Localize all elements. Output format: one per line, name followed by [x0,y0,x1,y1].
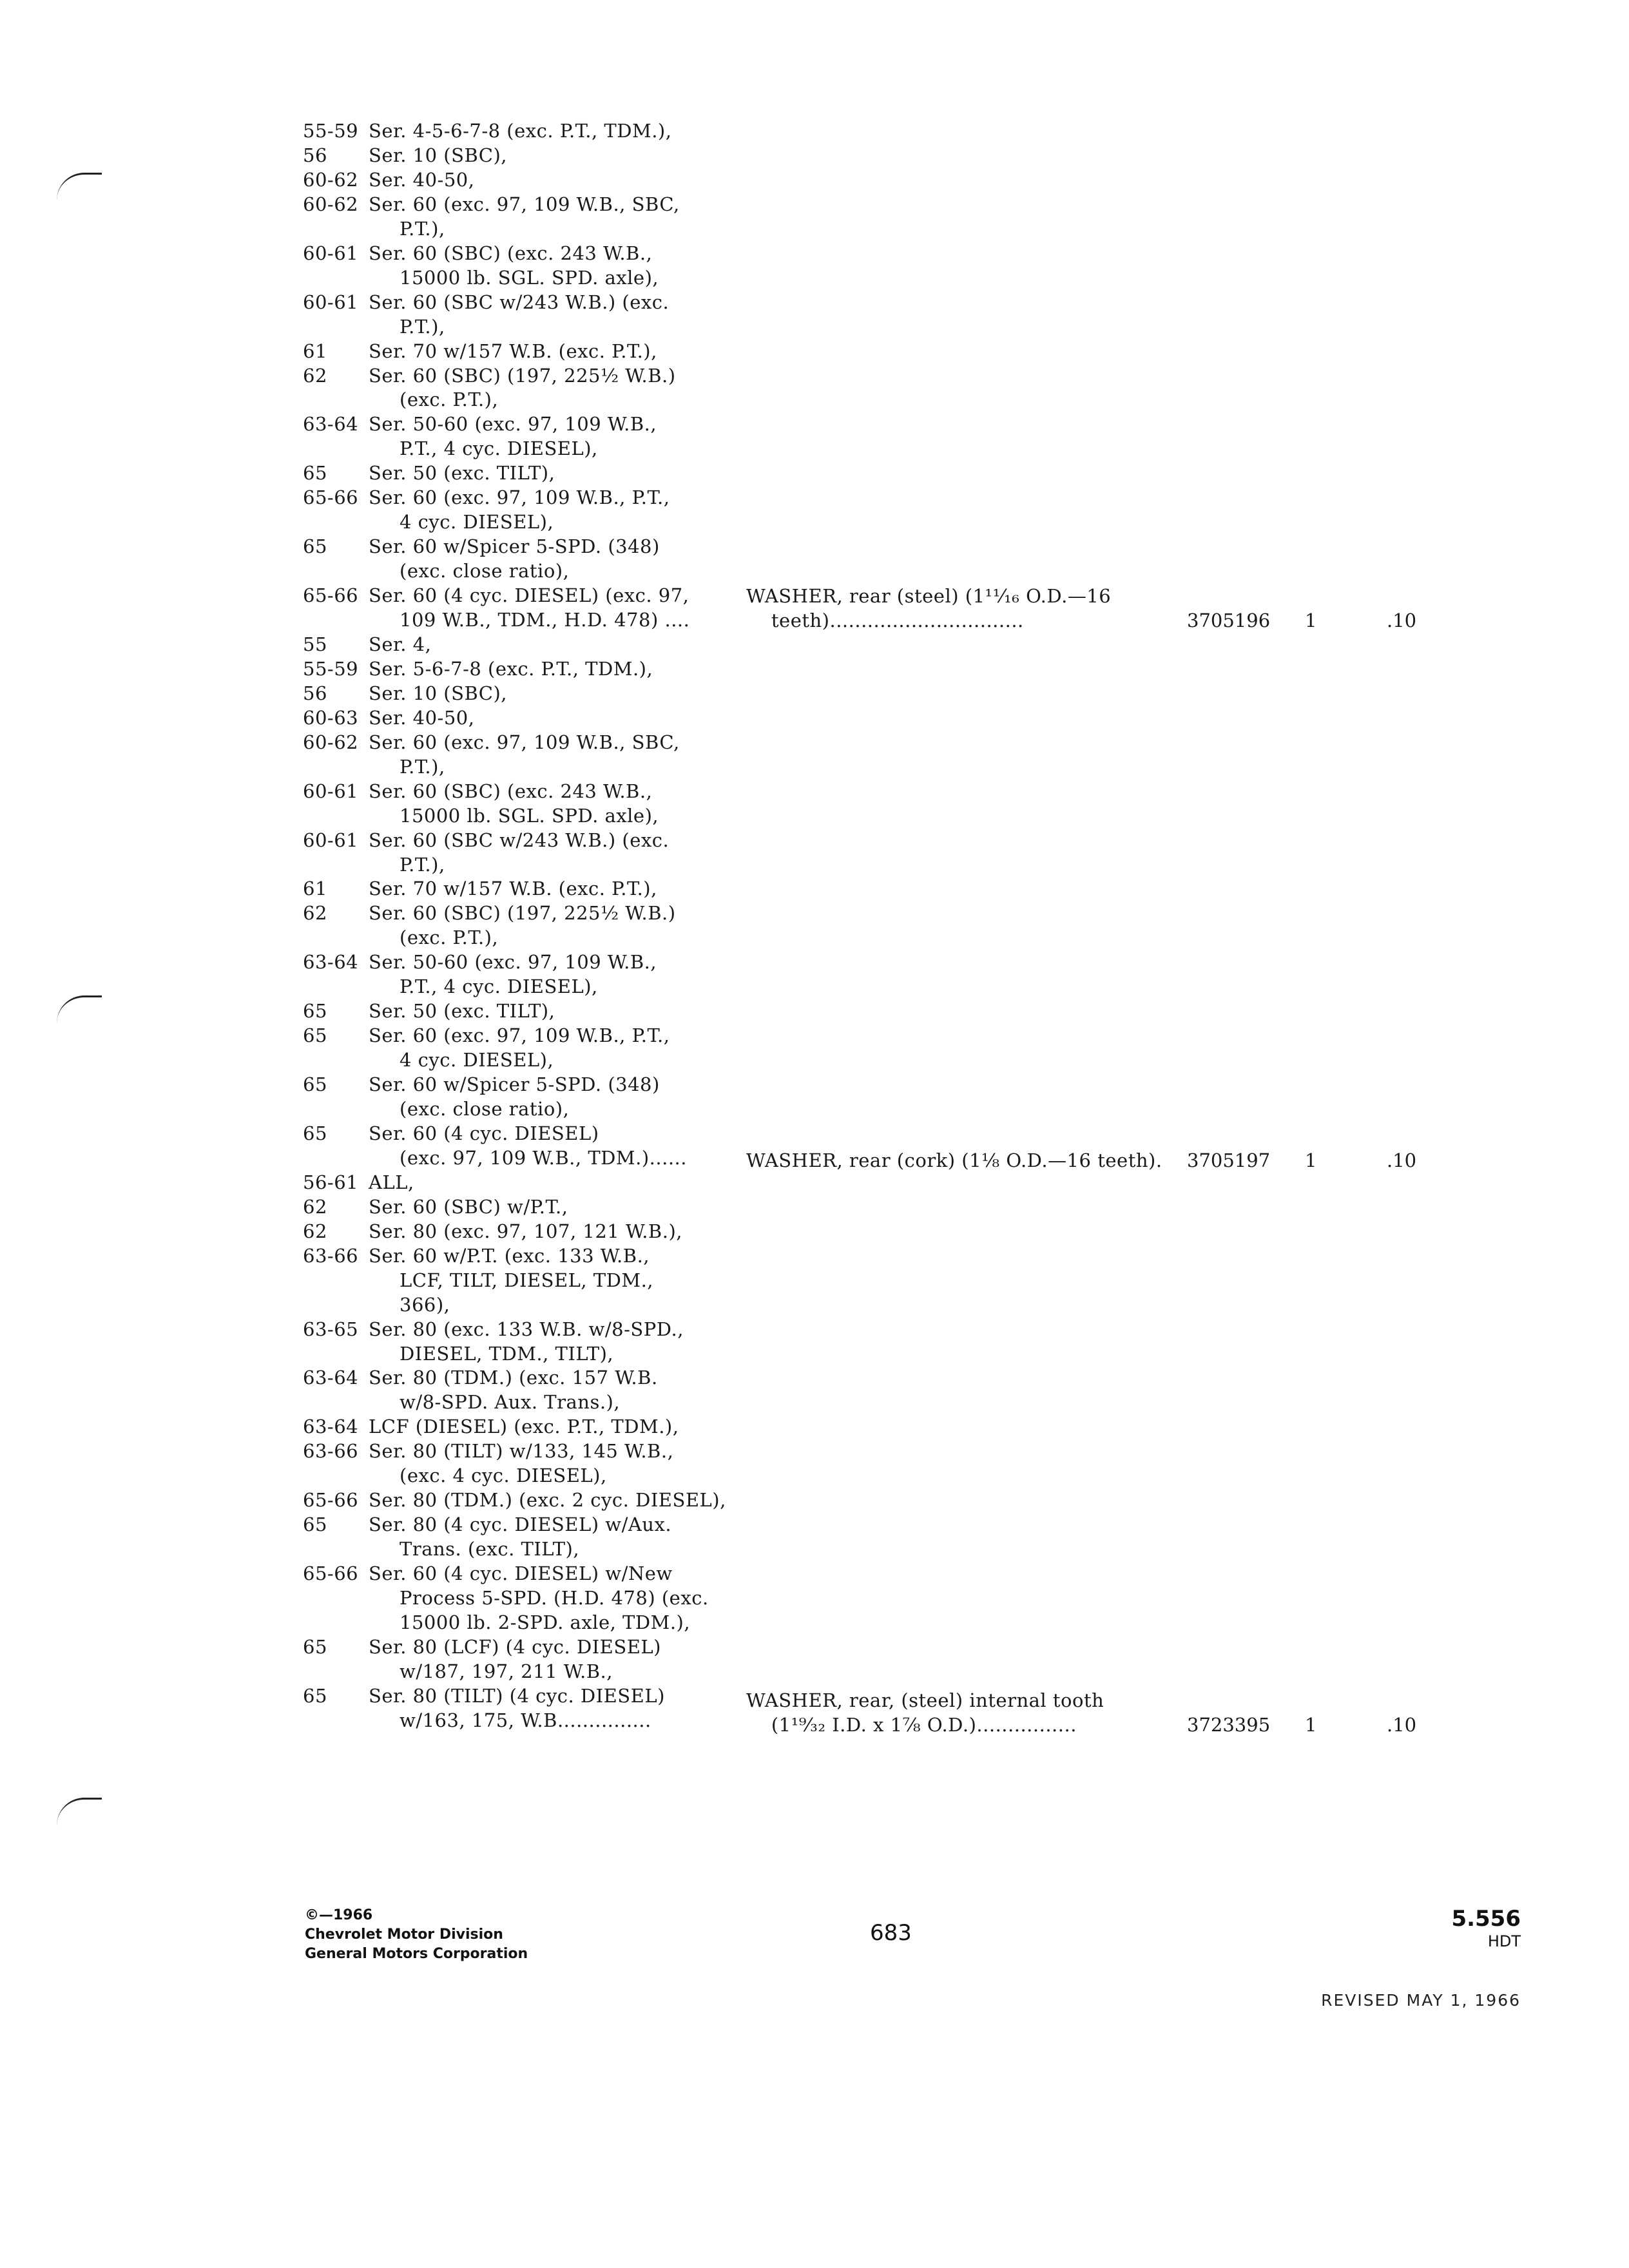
part-description: WASHER, rear (steel) (1¹¹⁄₁₆ O.D.—16 [746,585,1112,607]
model-years: 55 [303,633,327,655]
model-years: 56 [303,682,327,704]
application-text: Ser. 50 (exc. TILT), [369,1000,555,1022]
application-text: Ser. 60 w/Spicer 5-SPD. (348) [369,535,660,557]
application-line [303,632,431,657]
model-years: 63-64 [303,1416,359,1437]
application-line [303,1586,709,1610]
application-line [303,1635,661,1659]
application-line [303,241,652,265]
application-text: P.T., 4 cyc. DIESEL), [400,437,598,459]
application-text: Ser. 60 (SBC) (exc. 243 W.B., [369,242,653,264]
application-text: Ser. 60 (exc. 97, 109 W.B., P.T., [369,486,670,508]
application-line [303,339,657,363]
part-description-cont: teeth)............................... [746,610,1024,631]
application-text: Ser. 50-60 (exc. 97, 109 W.B., [369,951,657,973]
application-line [303,1072,660,1097]
application-line [303,1317,684,1341]
application-text: 15000 lb. 2-SPD. axle, TDM.), [400,1611,691,1633]
model-years: 55-59 [303,658,359,680]
application-text: Ser. 60 (exc. 97, 109 W.B., SBC, [369,731,680,753]
application-text: 4 cyc. DIESEL), [400,1049,554,1071]
application-text: Ser. 4-5-6-7-8 (exc. P.T., TDM.), [369,120,672,142]
part-description: WASHER, rear (cork) (1⅛ O.D.—16 teeth). [746,1149,1162,1171]
application-text: Ser. 80 (LCF) (4 cyc. DIESEL) [369,1636,661,1658]
model-years: 60-61 [303,829,359,851]
model-years: 61 [303,878,327,899]
application-text: 366), [400,1294,450,1316]
application-text: Ser. 70 w/157 W.B. (exc. P.T.), [369,878,657,899]
application-line [303,1684,665,1708]
application-line [303,730,680,754]
model-years: 63-65 [303,1318,359,1340]
application-line [303,1097,569,1121]
application-text: Ser. 60 (SBC) (197, 225½ W.B.) [369,365,676,387]
model-years: 63-64 [303,951,359,973]
binder-hole-mark [57,995,102,1023]
application-text: Ser. 60 w/Spicer 5-SPD. (348) [369,1073,660,1095]
application-text: P.T.), [400,756,445,778]
application-line [303,1463,607,1488]
application-text: 109 W.B., TDM., H.D. 478) .... [400,609,690,631]
application-text: 15000 lb. SGL. SPD. axle), [400,267,659,289]
model-years: 63-64 [303,413,359,435]
application-line [303,1293,450,1317]
application-line [303,1610,690,1635]
section-block [1451,1906,1521,1951]
model-years: 60-62 [303,169,359,191]
part-price: .10 [1387,1714,1417,1736]
application-line [303,974,598,999]
model-years: 63-66 [303,1440,359,1462]
model-years: 60-61 [303,780,359,802]
application-text: Ser. 10 (SBC), [369,682,508,704]
section-sub: HDT [1487,1932,1521,1950]
model-years: 65 [303,1024,327,1046]
application-text: w/163, 175, W.B............... [400,1709,651,1731]
application-text: Ser. 80 (4 cyc. DIESEL) w/Aux. [369,1514,672,1535]
application-line [303,1195,568,1219]
application-line [303,265,659,290]
application-text: LCF (DIESEL) (exc. P.T., TDM.), [369,1416,679,1437]
application-line [303,657,653,681]
application-line [303,119,671,143]
application-text: Ser. 50 (exc. TILT), [369,462,555,484]
application-text: Ser. 60 (SBC w/243 W.B.) (exc. [369,829,670,851]
application-line [303,1512,671,1537]
part-price: .10 [1387,610,1417,631]
application-text: Ser. 5-6-7-8 (exc. P.T., TDM.), [369,658,653,680]
part-description-cont: (1¹⁹⁄₃₂ I.D. x 1⅞ O.D.)................ [746,1714,1077,1736]
application-text: Ser. 50-60 (exc. 97, 109 W.B., [369,413,657,435]
model-years: 65-66 [303,1562,359,1584]
application-line [303,1659,613,1684]
application-text: 15000 lb. SGL. SPD. axle), [400,805,659,827]
application-line [303,1121,599,1146]
application-text: Process 5-SPD. (H.D. 478) (exc. [400,1587,709,1609]
application-text: Ser. 60 (exc. 97, 109 W.B., SBC, [369,193,680,215]
application-line [303,1708,651,1733]
application-line [303,1268,653,1293]
application-text: Ser. 60 (SBC) w/P.T., [369,1196,568,1218]
application-line [303,1439,673,1463]
application-line [303,1219,682,1244]
model-years: 62 [303,1220,327,1242]
model-years: 65-66 [303,584,359,606]
application-text: Ser. 60 (4 cyc. DIESEL) w/New [369,1562,673,1584]
application-line [303,1561,673,1586]
application-line [303,754,445,779]
application-text: (exc. P.T.), [400,389,499,410]
application-text: (exc. close ratio), [400,560,570,582]
model-years: 60-63 [303,707,359,729]
application-text: 4 cyc. DIESEL), [400,511,554,533]
part-description: WASHER, rear, (steel) internal tooth [746,1689,1104,1711]
model-years: 62 [303,365,327,387]
application-line [303,314,445,339]
division-line: Chevrolet Motor Division [305,1927,503,1943]
application-text: DIESEL, TDM., TILT), [400,1343,614,1365]
application-text: Ser. 60 (SBC w/243 W.B.) (exc. [369,291,670,313]
application-line [303,168,474,192]
application-line [303,779,652,803]
page-number: 683 [870,1920,912,1946]
model-years: 65 [303,1073,327,1095]
application-text: Ser. 10 (SBC), [369,144,508,166]
application-line [303,706,474,730]
model-years: 55-59 [303,120,359,142]
application-text: (exc. P.T.), [400,927,499,948]
application-text: (exc. 97, 109 W.B., TDM.)...... [400,1147,687,1169]
application-line [303,999,555,1023]
application-text: Ser. 80 (TDM.) (exc. 2 cyc. DIESEL), [369,1489,726,1511]
application-text: Ser. 80 (TILT) w/133, 145 W.B., [369,1440,674,1462]
application-line [303,950,657,974]
part-quantity: 1 [1305,610,1317,631]
application-line [303,925,498,950]
corporation-line: General Motors Corporation [305,1946,528,1962]
part-quantity: 1 [1305,1149,1317,1171]
model-years: 65 [303,1685,327,1707]
application-line [303,901,676,925]
application-text: Ser. 60 w/P.T. (exc. 133 W.B., [369,1245,650,1267]
application-text: Ser. 60 (4 cyc. DIESEL) [369,1122,599,1144]
application-line [303,1170,414,1195]
application-text: Ser. 60 (SBC) (exc. 243 W.B., [369,780,653,802]
model-years: 65 [303,1636,327,1658]
application-line [303,559,569,583]
application-text: LCF, TILT, DIESEL, TDM., [400,1269,654,1291]
application-text: Ser. 70 w/157 W.B. (exc. P.T.), [369,340,657,362]
application-text: w/8-SPD. Aux. Trans.), [400,1391,621,1413]
part-number: 3705197 [1187,1149,1271,1171]
application-text: P.T.), [400,854,445,876]
application-line [303,608,689,632]
application-line [303,1048,554,1072]
application-line [303,290,669,314]
application-line [303,143,507,168]
model-years: 65-66 [303,486,359,508]
application-text: Ser. 80 (TILT) (4 cyc. DIESEL) [369,1685,665,1707]
application-text: w/187, 197, 211 W.B., [400,1660,613,1682]
application-line [303,1488,726,1512]
application-line [303,876,657,901]
application-line [303,852,445,877]
application-line [303,1023,670,1048]
application-line [303,1390,620,1414]
application-text: Ser. 80 (exc. 97, 107, 121 W.B.), [369,1220,682,1242]
part-number: 3705196 [1187,610,1271,631]
application-line [303,461,555,485]
model-years: 65-66 [303,1489,359,1511]
application-line [303,828,669,852]
model-years: 62 [303,902,327,924]
model-years: 63-64 [303,1367,359,1389]
application-line [303,510,554,534]
model-years: 60-61 [303,242,359,264]
model-years: 60-61 [303,291,359,313]
application-line [303,387,498,412]
application-line [303,1244,650,1268]
part-number: 3723395 [1187,1714,1271,1736]
model-years: 65 [303,1514,327,1535]
application-line [303,216,445,241]
revision-date: REVISED MAY 1, 1966 [1321,1991,1521,2010]
application-text: Ser. 80 (exc. 133 W.B. w/8-SPD., [369,1318,684,1340]
application-line [303,803,659,828]
application-line [303,436,598,461]
part-price: .10 [1387,1149,1417,1171]
copyright-line: ©—1966 [305,1907,373,1923]
application-text: (exc. close ratio), [400,1098,570,1120]
application-line [303,583,689,608]
model-years: 65 [303,535,327,557]
application-text: Ser. 40-50, [369,707,475,729]
application-line [303,1365,658,1390]
application-text: Ser. 40-50, [369,169,475,191]
application-text: Ser. 60 (SBC) (197, 225½ W.B.) [369,902,676,924]
application-line [303,1146,687,1170]
application-line [303,534,660,559]
model-years: 65 [303,1122,327,1144]
application-text: Ser. 4, [369,633,432,655]
model-years: 65 [303,1000,327,1022]
model-years: 56-61 [303,1171,359,1193]
application-line [303,192,680,216]
application-line [303,1414,679,1439]
application-text: Ser. 60 (4 cyc. DIESEL) (exc. 97, [369,584,689,606]
model-years: 60-62 [303,731,359,753]
section-code: 5.556 [1451,1906,1521,1932]
application-text: (exc. 4 cyc. DIESEL), [400,1465,607,1486]
application-text: P.T.), [400,316,445,338]
binder-hole-mark [57,173,102,200]
binder-hole-mark [57,1798,102,1825]
application-text: ALL, [369,1171,414,1193]
publisher-block [305,1906,528,1964]
model-years: 60-62 [303,193,359,215]
application-line [303,485,670,510]
application-line [303,1341,613,1366]
model-years: 63-66 [303,1245,359,1267]
application-text: P.T., 4 cyc. DIESEL), [400,975,598,997]
model-years: 61 [303,340,327,362]
application-line [303,1537,579,1561]
application-line [303,681,507,706]
model-years: 62 [303,1196,327,1218]
application-text: Trans. (exc. TILT), [400,1538,580,1560]
application-text: Ser. 80 (TDM.) (exc. 157 W.B. [369,1367,658,1389]
application-line [303,412,657,436]
model-years: 65 [303,462,327,484]
part-quantity: 1 [1305,1714,1317,1736]
model-years: 56 [303,144,327,166]
application-line [303,363,676,388]
application-text: P.T.), [400,218,445,240]
application-text: Ser. 60 (exc. 97, 109 W.B., P.T., [369,1024,670,1046]
